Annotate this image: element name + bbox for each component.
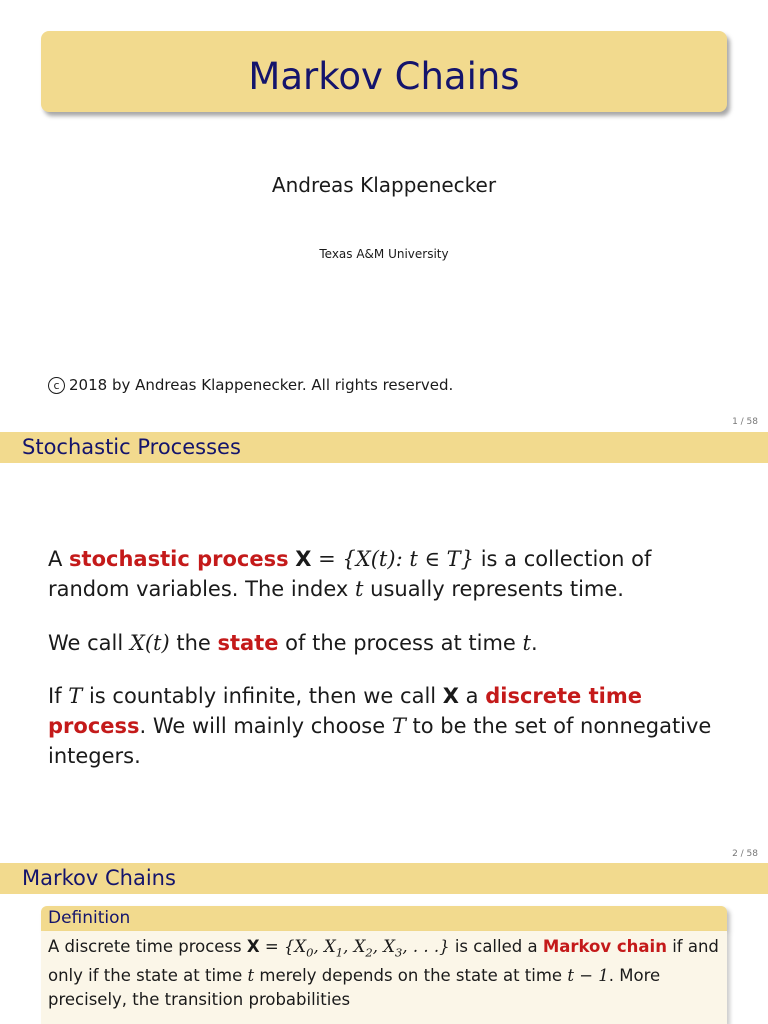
paragraph-discrete-time bbox=[48, 681, 738, 771]
symbol-X: X bbox=[295, 547, 312, 571]
presentation-title: Markov Chains bbox=[248, 55, 520, 98]
text-run: the bbox=[169, 631, 218, 655]
text-run: We call bbox=[48, 631, 130, 655]
math-run: , X bbox=[313, 937, 336, 956]
institute-name: Texas A&M University bbox=[319, 247, 449, 261]
text-run: . We will mainly choose bbox=[139, 714, 392, 738]
copyright-icon: c bbox=[48, 377, 65, 394]
symbol-X: X bbox=[442, 684, 459, 708]
subscript: 1 bbox=[335, 945, 344, 960]
symbol-T: T bbox=[68, 684, 83, 708]
copyright-notice bbox=[48, 375, 453, 395]
author-name: Andreas Klappenecker bbox=[271, 173, 497, 197]
text-run: is called a bbox=[449, 937, 543, 956]
text-run: a bbox=[459, 684, 486, 708]
text-run: A discrete time process bbox=[48, 937, 247, 956]
definition-text bbox=[48, 935, 724, 1012]
sequence-definition bbox=[259, 937, 450, 960]
symbol-t-minus-1: t − 1 bbox=[567, 966, 609, 986]
page-number: 1 / 58 bbox=[732, 417, 758, 427]
term-state: state bbox=[217, 631, 279, 655]
math-run: , X bbox=[343, 937, 366, 956]
definition-title: Definition bbox=[48, 908, 131, 928]
page-number: 2 / 58 bbox=[732, 849, 758, 859]
text-run: if and only if the state at time bbox=[48, 937, 719, 986]
symbol-t: t bbox=[522, 631, 531, 655]
copyright-text: 2018 by Andreas Klappenecker. All rights reserved. bbox=[69, 376, 454, 394]
symbol-X: X bbox=[246, 937, 260, 956]
text-run: A bbox=[48, 547, 70, 571]
symbol-t: t bbox=[247, 966, 255, 986]
symbol-T: T bbox=[391, 714, 406, 738]
text-run: If bbox=[48, 684, 69, 708]
text-run: . bbox=[530, 631, 538, 655]
math-run: = {X bbox=[259, 937, 307, 956]
symbol-t: t bbox=[355, 577, 364, 601]
math-run: , X bbox=[372, 937, 395, 956]
text-run: of the process at time bbox=[278, 631, 523, 655]
text-run: usually represents time. bbox=[363, 577, 624, 601]
text-run: is countably infinite, then we call bbox=[82, 684, 443, 708]
text-run: is a collection of random variables. The index bbox=[48, 547, 652, 601]
frame-title: Markov Chains bbox=[22, 866, 176, 890]
symbol-Xt: X(t) bbox=[129, 631, 170, 655]
text-run: . More precisely, the transition probabilities bbox=[48, 966, 661, 1010]
text-run: merely depends on the state at time bbox=[254, 966, 568, 986]
subscript: 0 bbox=[306, 945, 314, 960]
text-run: to be the set of nonnegative integers. bbox=[48, 714, 712, 768]
term-stochastic-process: stochastic process bbox=[69, 547, 289, 571]
math-run: , . . .} bbox=[402, 937, 450, 956]
set-definition: = {X(t): t ∈ T} bbox=[311, 547, 475, 571]
paragraph-state bbox=[48, 628, 738, 658]
term-discrete-time-process: discrete time process bbox=[48, 684, 642, 738]
subscript: 3 bbox=[395, 945, 403, 960]
subscript: 2 bbox=[365, 945, 373, 960]
definition-block-header bbox=[41, 906, 727, 931]
term-markov-chain: Markov chain bbox=[542, 937, 667, 956]
frame-title: Stochastic Processes bbox=[22, 435, 241, 459]
paragraph-stochastic-process bbox=[48, 544, 738, 604]
